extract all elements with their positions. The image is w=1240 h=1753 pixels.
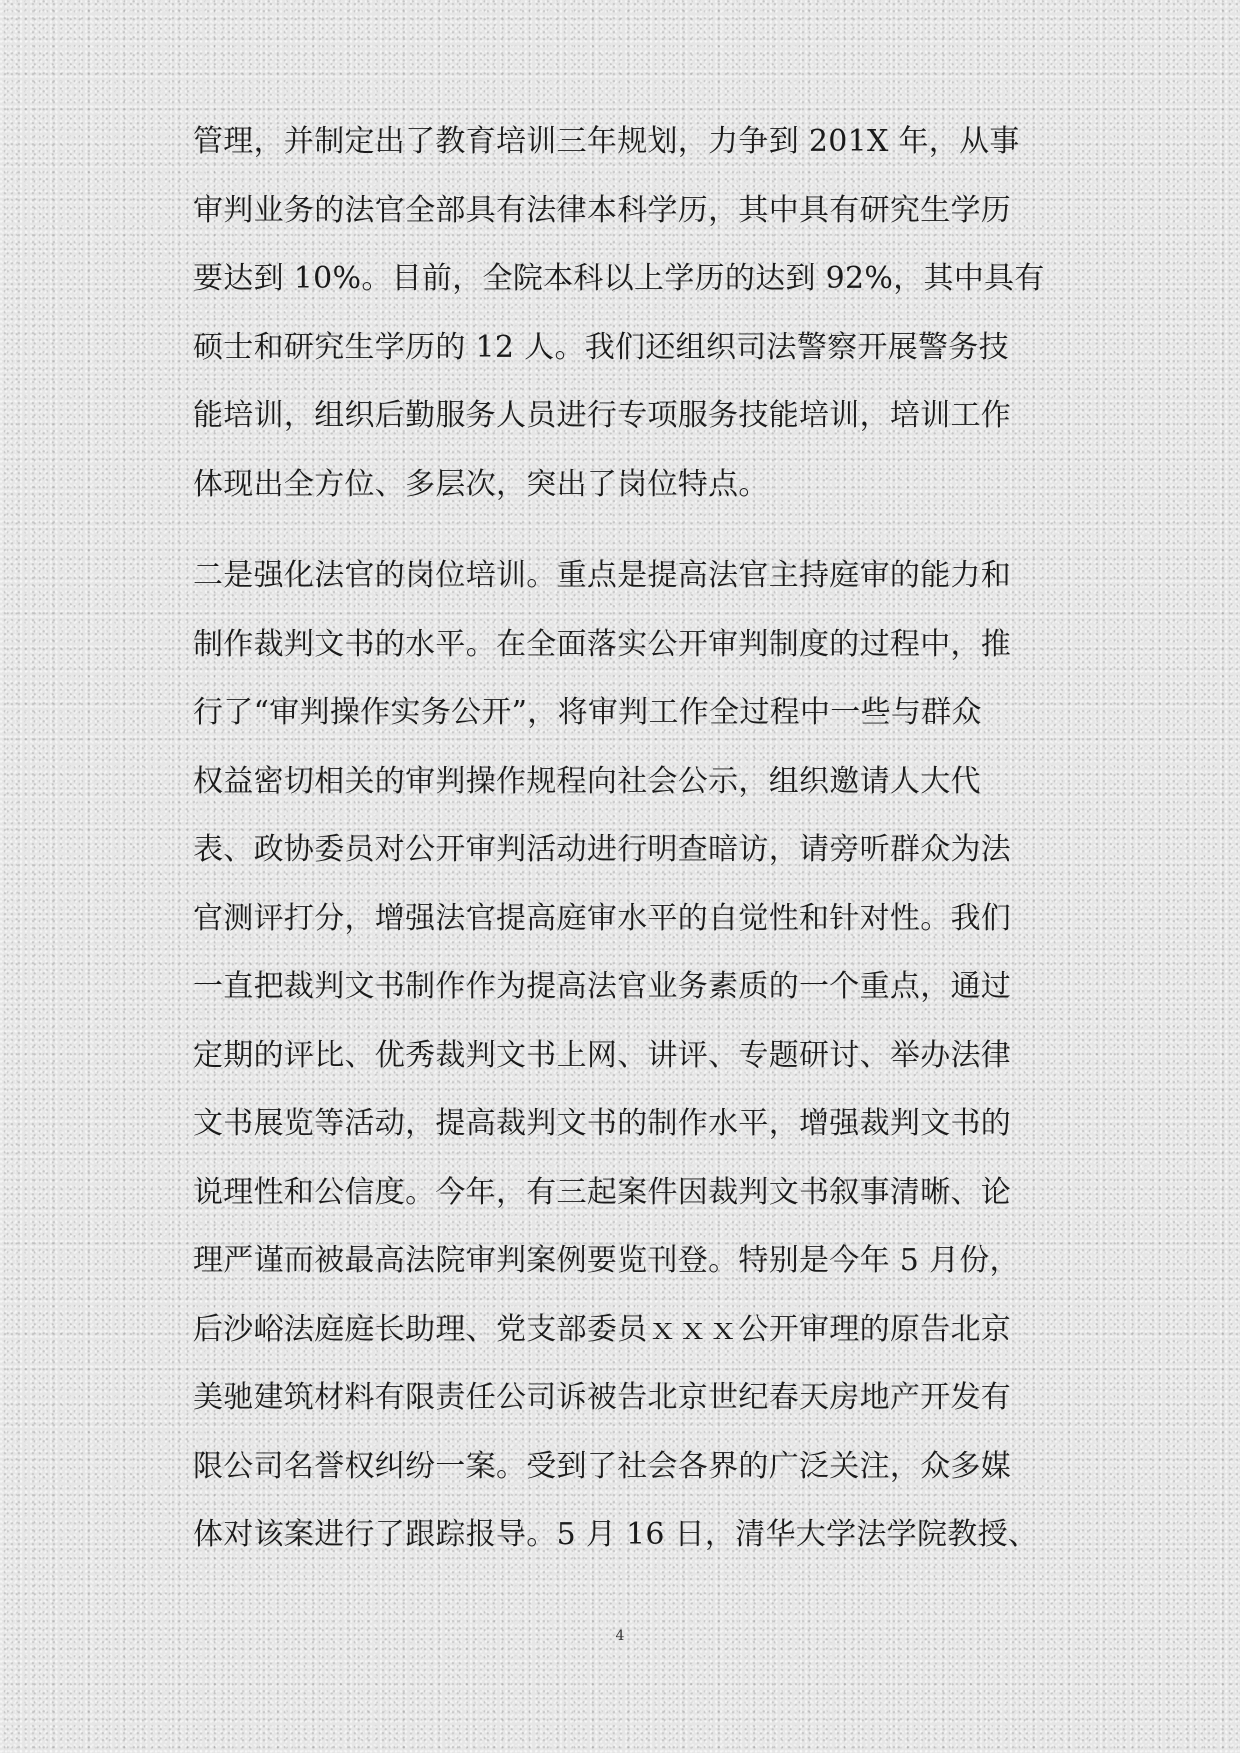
text-line: 审判业务的法官全部具有法律本科学历，其中具有研究生学历	[193, 192, 1012, 228]
text-line: 二是强化法官的岗位培训。重点是提高法官主持庭审的能力和	[193, 558, 1012, 593]
text-line: 能培训，组织后勤服务人员进行专项服务技能培训，培训工作	[193, 398, 1012, 433]
text-line: 一直把裁判文书制作作为提高法官业务素质的一个重点，通过	[193, 969, 1012, 1004]
paragraph-2	[193, 542, 1039, 1570]
paragraph-1	[193, 108, 1045, 519]
text-line: 定期的评比、优秀裁判文书上网、讲评、专题研讨、举办法律	[193, 1037, 1012, 1073]
text-line: 说理性和公信度。今年，有三起案件因裁判文书叙事清晰、论	[193, 1174, 1012, 1210]
body-text	[193, 108, 1045, 1570]
text-line: 文书展览等活动，提高裁判文书的制作水平，增强裁判文书的	[193, 1106, 1012, 1141]
text-line: 权益密切相关的审判操作规程向社会公示，组织邀请人大代	[193, 763, 981, 799]
text-line: 要达到 10%。目前，全院本科以上学历的达到 92%，其中具有	[193, 261, 1045, 296]
page-number: 4	[615, 1628, 625, 1644]
paragraph-spacer	[193, 519, 1035, 542]
text-line: 限公司名誉权纠纷一案。受到了社会各界的广泛关注，众多媒	[193, 1448, 1012, 1484]
text-line: 管理，并制定出了教育培训三年规划，力争到 201X 年，从事	[193, 124, 1020, 159]
text-line: 理严谨而被最高法院审判案例要览刊登。特别是今年 5 月份，	[193, 1243, 1020, 1278]
text-line: 行了“审判操作实务公开”，将审判工作全过程中一些与群众	[193, 695, 982, 730]
text-line: 官测评打分，增强法官提高庭审水平的自觉性和针对性。我们	[193, 900, 1012, 936]
text-line: 体对该案进行了跟踪报导。5 月 16 日，清华大学法学院教授、	[193, 1517, 1039, 1552]
text-line: 制作裁判文书的水平。在全面落实公开审判制度的过程中，推	[193, 626, 1012, 662]
text-line: 美驰建筑材料有限责任公司诉被告北京世纪春天房地产开发有	[193, 1380, 1012, 1415]
text-line: 体现出全方位、多层次，突出了岗位特点。	[193, 466, 769, 502]
text-line: 后沙峪法庭庭长助理、党支部委员ｘｘｘ公开审理的原告北京	[193, 1311, 1012, 1347]
text-line: 硕士和研究生学历的 12 人。我们还组织司法警察开展警务技	[193, 329, 1009, 365]
text-line: 表、政协委员对公开审判活动进行明查暗访，请旁听群众为法	[193, 832, 1012, 867]
